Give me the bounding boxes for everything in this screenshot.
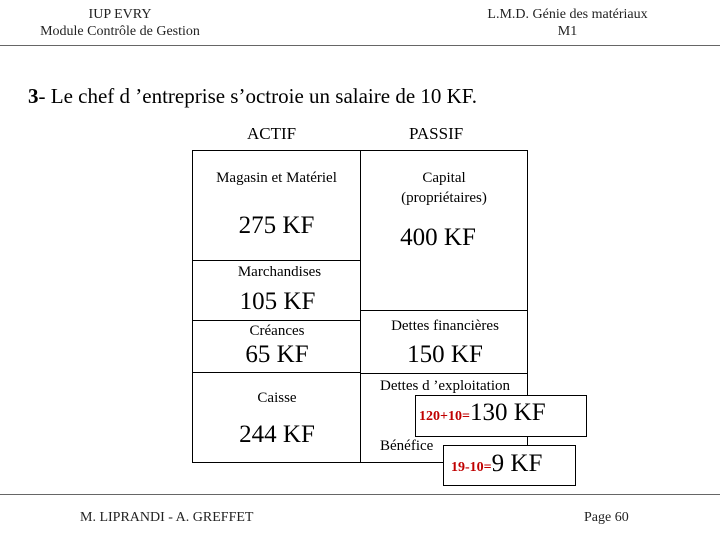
magasin-value: 275 KF xyxy=(238,212,315,239)
title-text: - Le chef d ’entreprise s’octroie un salaire de 10 KF. xyxy=(38,84,478,108)
benefice-label: Bénéfice xyxy=(380,438,434,454)
capital-label-line2: (propriétaires) xyxy=(401,190,487,206)
header-program: L.M.D. Génie des matériaux xyxy=(487,7,648,22)
benefice-value: 9 KF xyxy=(491,450,543,477)
dettes-exp-formula: 120+10= xyxy=(419,409,470,424)
capital-label xyxy=(361,168,527,208)
dettes-exp-label: Dettes d ’exploitation xyxy=(380,378,510,394)
page-number: Page 60 xyxy=(584,510,629,525)
footer-authors: M. LIPRANDI - A. GREFFET xyxy=(80,510,254,525)
header-right xyxy=(465,6,670,40)
passif-heading: PASSIF xyxy=(409,124,464,143)
header-rule xyxy=(0,45,720,46)
marchandises-cell xyxy=(192,260,361,321)
dettes-exp-border xyxy=(360,373,528,374)
creances-value: 65 KF xyxy=(245,341,309,368)
marchandises-value: 105 KF xyxy=(239,288,316,315)
magasin-label: Magasin et Matériel xyxy=(216,170,337,186)
actif-heading: ACTIF xyxy=(247,124,297,143)
footer-rule xyxy=(0,494,720,495)
dettes-fin-label: Dettes financières xyxy=(391,318,499,334)
header-level: M1 xyxy=(557,24,578,39)
benefice-formula: 19-10= xyxy=(451,460,492,475)
header-left xyxy=(20,6,220,40)
caisse-value: 244 KF xyxy=(239,421,315,448)
marchandises-label: Marchandises xyxy=(237,264,322,280)
capital-label-line1: Capital xyxy=(422,170,466,186)
dettes-exp-amount xyxy=(419,399,546,427)
dettes-fin-value: 150 KF xyxy=(407,341,483,368)
creances-label: Créances xyxy=(249,323,305,339)
dettes-exp-value: 130 KF xyxy=(469,399,546,426)
page-title xyxy=(28,84,477,109)
dettes-fin-border xyxy=(360,310,528,311)
caisse-label: Caisse xyxy=(257,390,297,406)
header-school: IUP EVRY xyxy=(88,7,152,22)
creances-border xyxy=(192,372,360,373)
header-module: Module Contrôle de Gestion xyxy=(40,24,200,39)
capital-value: 400 KF xyxy=(400,224,476,251)
benefice-amount xyxy=(451,450,542,478)
title-number: 3 xyxy=(28,84,39,108)
